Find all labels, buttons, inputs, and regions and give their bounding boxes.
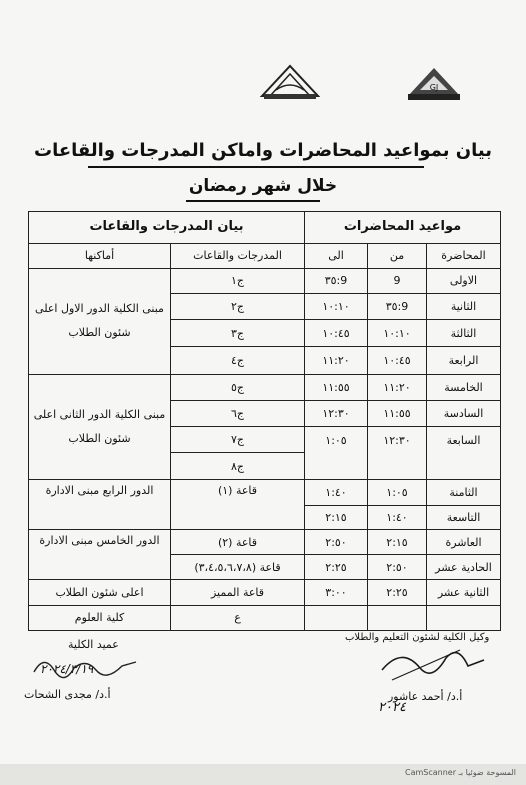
hall-name: ج٨ — [171, 453, 305, 479]
hall-name: قاعة المميز — [171, 580, 305, 605]
vice-dean-name: أ.د/ أحمد عاشور — [388, 690, 463, 703]
time-to: ١:٠٥ — [305, 427, 368, 453]
time-to: 9:٣٥ — [305, 268, 368, 293]
time-to: ١٠:٤٥ — [305, 320, 368, 347]
hall-name: قاعة (٣،٤،٥،٦،٧،٨) — [171, 555, 305, 580]
lecture-name: الثامنة — [427, 479, 501, 505]
time-to: ١١:٥٥ — [305, 374, 368, 400]
lecture-times-header: مواعيد المحاضرات — [305, 212, 501, 244]
hall-name: ج٥ — [171, 374, 305, 400]
time-from — [368, 453, 427, 479]
hall-name: قاعة (٢) — [171, 530, 305, 555]
vice-dean-title: وكيل الكلية لشئون التعليم والطلاب — [345, 632, 490, 643]
lecture-name: الحادية عشر — [427, 555, 501, 580]
subtitle-underline — [186, 200, 320, 202]
time-to: ١٠:١٠ — [305, 293, 368, 319]
time-from: ١:٠٥ — [368, 479, 427, 505]
time-to — [305, 605, 368, 630]
lecture-name — [427, 453, 501, 479]
time-to: ١٢:٣٠ — [305, 400, 368, 426]
time-from: ١١:٥٥ — [368, 400, 427, 426]
col-halls-header: المدرجات والقاعات — [171, 243, 305, 268]
lecture-name: التاسعة — [427, 505, 501, 529]
time-from: 9 — [368, 268, 427, 293]
table-row — [29, 530, 501, 555]
hall-name: ج٢ — [171, 293, 305, 319]
faculty-logo-right — [402, 60, 466, 102]
scanner-watermark-text: CamScanner المسوحة ضوئيا بـ — [404, 768, 516, 777]
time-from: ٢:٢٥ — [368, 580, 427, 605]
time-from: ١:٤٠ — [368, 505, 427, 529]
dean-signature-date: ٢٠٢٤/٣/١٩ — [40, 662, 94, 676]
lecture-name: العاشرة — [427, 530, 501, 555]
time-from: ٢:١٥ — [368, 530, 427, 555]
dean-name: أ.د/ مجدى الشحات — [24, 688, 111, 701]
hall-name: ع — [171, 605, 305, 630]
halls-header: بيان المدرجات والقاعات — [29, 212, 305, 244]
time-from — [368, 605, 427, 630]
hall-name: ج٤ — [171, 347, 305, 374]
location-cell: الدور الخامس مبنى الادارة — [29, 530, 171, 580]
table-row — [29, 580, 501, 605]
vice-dean-signature-scribble — [372, 640, 492, 688]
lecture-name: الاولى — [427, 268, 501, 293]
lecture-name: السادسة — [427, 400, 501, 426]
lecture-name: الثالثة — [427, 320, 501, 347]
location-cell: كلية العلوم — [29, 605, 171, 630]
hall-name: ج١ — [171, 268, 305, 293]
document-subtitle: خلال شهر رمضان — [188, 176, 338, 196]
vice-dean-signature-date: ٢٠٢٤ — [378, 700, 406, 715]
col-from-header: من — [368, 243, 427, 268]
lecture-name: الرابعة — [427, 347, 501, 374]
time-to — [305, 453, 368, 479]
table-row — [29, 479, 501, 505]
lecture-name: الثانية — [427, 293, 501, 319]
time-from: ١١:٢٠ — [368, 374, 427, 400]
time-from: ١٠:١٠ — [368, 320, 427, 347]
hall-name: ج٧ — [171, 427, 305, 453]
time-to: ٢:٢٥ — [305, 555, 368, 580]
time-to: ٢:٥٠ — [305, 530, 368, 555]
time-from: ١٠:٤٥ — [368, 347, 427, 374]
location-cell: مبنى الكلية الدور الاول اعلى شئون الطلاب — [29, 268, 171, 374]
location-cell: مبنى الكلية الدور الثانى اعلى شئون الطلاب — [29, 374, 171, 479]
lecture-name: الثانية عشر — [427, 580, 501, 605]
time-from: 9:٣٥ — [368, 293, 427, 319]
location-cell: الدور الرابع مبنى الادارة — [29, 479, 171, 529]
title-underline — [88, 166, 424, 168]
time-to: ٣:٠٠ — [305, 580, 368, 605]
lecture-name: الخامسة — [427, 374, 501, 400]
schedule-table — [28, 211, 501, 631]
table-row — [29, 605, 501, 630]
time-from: ٢:٥٠ — [368, 555, 427, 580]
document-title: بيان بمواعيد المحاضرات واماكن المدرجات والقاعات — [34, 140, 492, 161]
time-to: ١١:٢٠ — [305, 347, 368, 374]
hall-name: قاعة (١) — [171, 479, 305, 529]
svg-text:GJ: GJ — [429, 83, 439, 92]
scanner-footer — [0, 764, 526, 785]
lecture-name: السابعة — [427, 427, 501, 453]
col-to-header: الى — [305, 243, 368, 268]
university-logo-left — [258, 60, 322, 102]
col-locations-header: أماكنها — [29, 243, 171, 268]
col-lecture-header: المحاضرة — [427, 243, 501, 268]
hall-name: ج٣ — [171, 320, 305, 347]
time-from: ١٢:٣٠ — [368, 427, 427, 453]
dean-signature-scribble — [30, 650, 140, 680]
dean-title: عميد الكلية — [68, 638, 119, 651]
time-to: ٢:١٥ — [305, 505, 368, 529]
hall-name: ج٦ — [171, 400, 305, 426]
table-row — [29, 268, 501, 293]
location-cell: اعلى شئون الطلاب — [29, 580, 171, 605]
time-to: ١:٤٠ — [305, 479, 368, 505]
lecture-name — [427, 605, 501, 630]
table-row — [29, 374, 501, 400]
